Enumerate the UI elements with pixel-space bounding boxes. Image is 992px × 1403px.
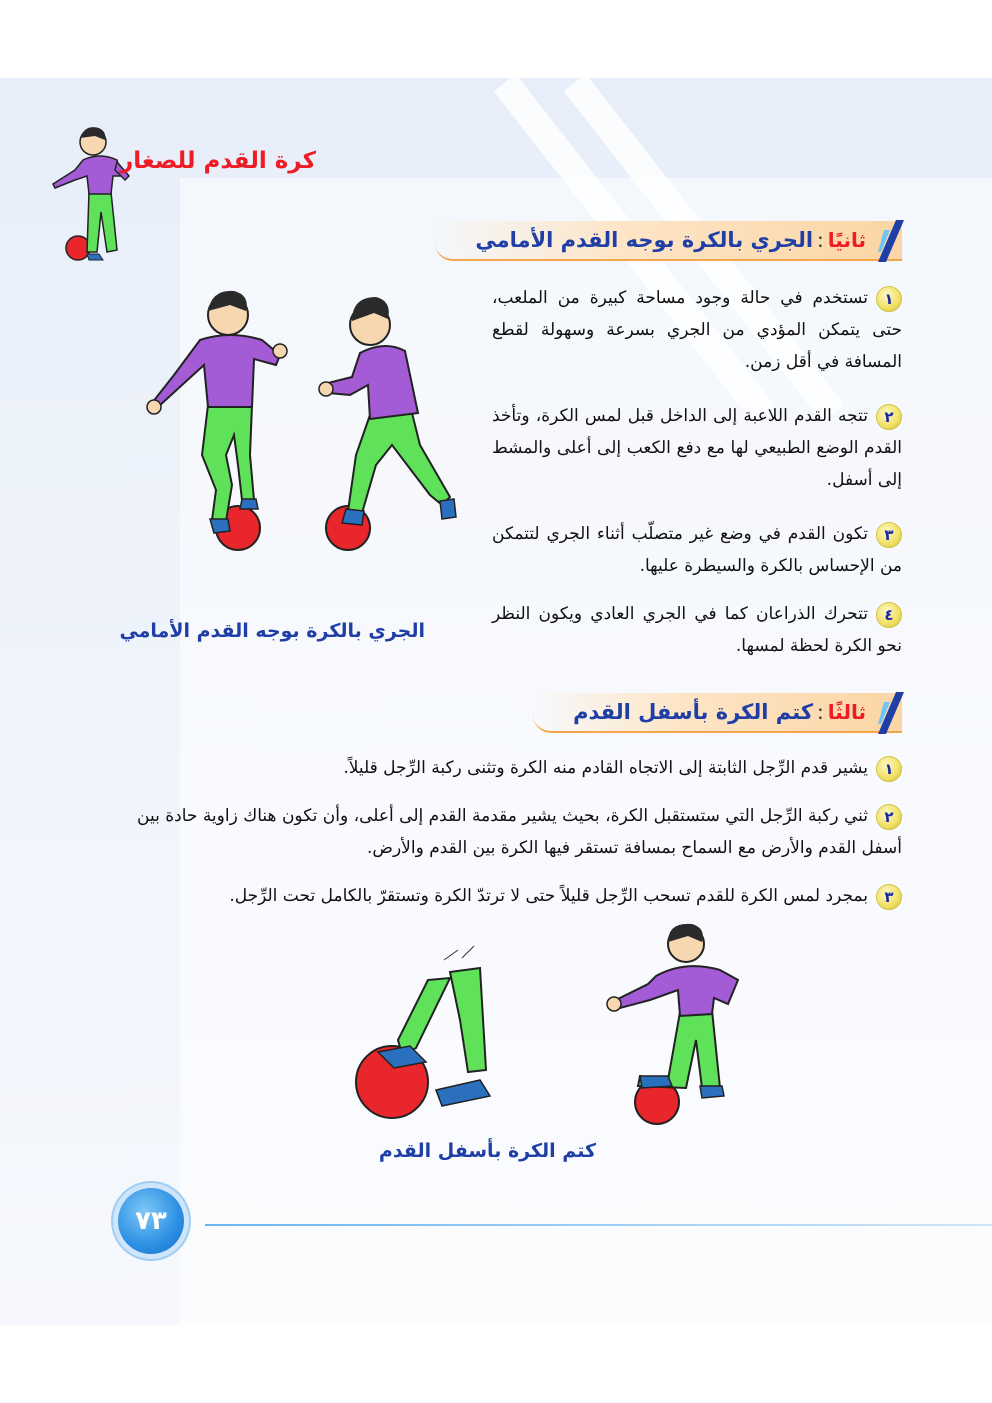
heading-accent-icon: [878, 220, 904, 262]
item-text: يشير قدم الرِّجل الثابتة إلى الاتجاه القادم منه الكرة وتثنى ركبة الرِّجل قليلاً.: [343, 758, 868, 778]
item-text: بمجرد لمس الكرة للقدم تسحب الرِّجل قليلاً حتى لا ترتدّ الكرة وتستقرّ بالكامل تحت الرِّجل.: [229, 886, 868, 906]
item-number-badge: ٤: [876, 602, 902, 628]
item-number-badge: ١: [876, 756, 902, 782]
item-number-badge: ٢: [876, 804, 902, 830]
section-colon: :: [817, 228, 824, 252]
heading-accent-icon: [878, 692, 904, 734]
section-title: الجري بالكرة بوجه القدم الأمامي: [475, 228, 814, 252]
list-item: [492, 598, 902, 662]
item-text: تتحرك الذراعان كما في الجري العادي ويكون النظر نحو الكرة لحظة لمسها.: [492, 604, 902, 656]
item-number-badge: ٢: [876, 404, 902, 430]
list-item: [137, 800, 902, 864]
section-heading-running: [435, 220, 902, 262]
figure-caption: كتم الكرة بأسفل القدم: [378, 1140, 596, 1162]
footer-rule: [205, 1224, 992, 1226]
section-colon: :: [817, 700, 824, 724]
list-item: [137, 752, 902, 784]
item-number-badge: ٣: [876, 522, 902, 548]
section-title: كتم الكرة بأسفل القدم: [573, 700, 814, 724]
running-with-ball-illustration: [130, 285, 470, 565]
item-number-badge: ٣: [876, 884, 902, 910]
list-item: [492, 282, 902, 378]
list-item: [492, 518, 902, 582]
item-text: تكون القدم في وضع غير متصلّب أثناء الجري لتتمكن من الإحساس بالكرة والسيطرة عليها.: [492, 524, 902, 576]
section-label: ثانيًا: [827, 228, 866, 252]
figure-caption: الجري بالكرة بوجه القدم الأمامي: [119, 620, 425, 642]
mascot-player-illustration: [45, 120, 155, 270]
item-text: تتجه القدم اللاعبة إلى الداخل قبل لمس الكرة، وتأخذ القدم الوضع الطبيعي لها مع دفع الكعب إلى أعلى والمشط إلى أسفل.: [492, 406, 902, 490]
trapping-ball-illustration: [350, 920, 750, 1130]
section-label: ثالثًا: [827, 700, 866, 724]
list-item: [492, 400, 902, 496]
page-number-badge: ٧٣: [118, 1188, 184, 1254]
item-text: تستخدم في حالة وجود مساحة كبيرة من الملعب، حتى يتمكن المؤدي من الجري بسرعة وسهولة لقطع المسافة في أقل زمن.: [492, 288, 902, 372]
item-text: ثني ركبة الرِّجل التي ستستقبل الكرة، بحيث يشير مقدمة القدم إلى أعلى، وأن تكون هناك زاوية حادة بين أسفل القدم والأرض مع السماح بمسافة تستقر فيها الكرة بين القدم والأرض.: [137, 806, 902, 858]
list-item: [137, 880, 902, 912]
section-heading-trapping: [533, 692, 902, 734]
book-title: كرة القدم للصغار: [119, 148, 316, 174]
item-number-badge: ١: [876, 286, 902, 312]
